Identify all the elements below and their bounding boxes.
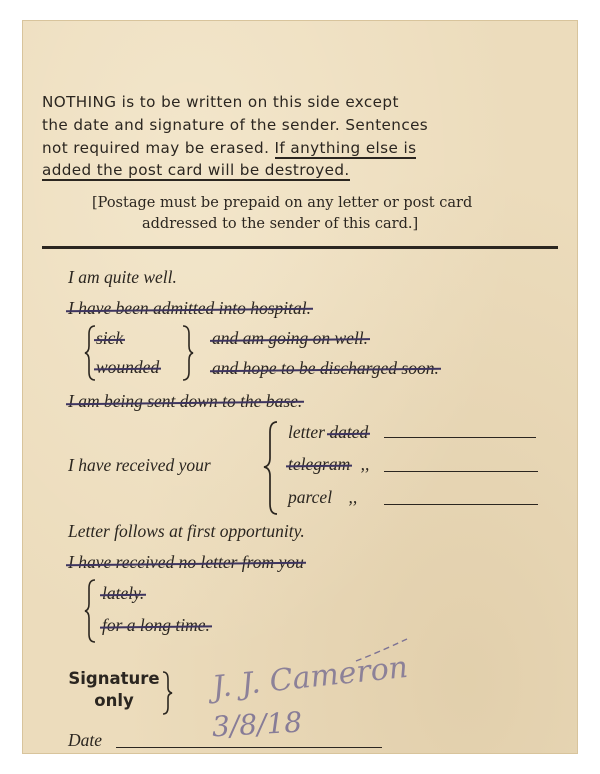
notice-line-2: the date and signature of the sender. Sentences [42, 116, 429, 134]
statement-admitted-hospital [68, 298, 311, 319]
right-brace-sick-wounded [180, 324, 194, 382]
letter-date-fill-line [384, 437, 536, 438]
signature-pencil-flourish [352, 635, 412, 665]
statement-sent-down-base [68, 391, 302, 412]
signature-label [66, 668, 162, 712]
option-lately [102, 583, 144, 604]
field-service-post-card [22, 20, 578, 754]
option-wounded [96, 357, 159, 378]
item-telegram-text: telegram [288, 454, 351, 474]
statement-received-your: I have received your [68, 455, 211, 475]
statement-no-letter-text: I have received no letter from you [68, 552, 304, 572]
brace-received-items [262, 420, 280, 516]
signature-brace [160, 670, 174, 716]
signature-label-line-2: only [94, 691, 134, 710]
statement-quite-well: I am quite well. [68, 267, 177, 287]
postage-line-2: addressed to the sender of this card.] [142, 216, 419, 232]
item-letter-dated [288, 422, 368, 443]
item-telegram-ditto: ,, [360, 454, 370, 474]
statement-no-letter [68, 552, 304, 573]
item-parcel-text: parcel [288, 487, 333, 507]
item-telegram [288, 454, 369, 475]
statement-discharged [212, 358, 439, 379]
statement-letter-follows: Letter follows at first opportunity. [68, 521, 305, 541]
notice-warning-part-1: If anything else is [274, 139, 417, 157]
item-parcel-ditto: ,, [348, 487, 358, 507]
statement-discharged-text: and hope to be discharged soon. [212, 358, 439, 378]
item-letter-text: letter [288, 422, 325, 442]
item-dated-text: dated [329, 422, 369, 442]
date-label: Date [68, 730, 103, 750]
notice-line-1: NOTHING is to be written on this side except [42, 93, 399, 111]
option-sick [96, 328, 123, 349]
option-wounded-text: wounded [96, 357, 160, 377]
option-long-time [102, 615, 210, 636]
handwritten-date: 3/8/18 [211, 705, 303, 744]
statement-going-on-well-text: and am going on well. [212, 328, 369, 348]
signature-label-line-1: Signature [68, 669, 160, 688]
item-parcel [288, 487, 357, 508]
notice-line-4 [42, 161, 350, 179]
postage-line-1: [Postage must be prepaid on any letter or post card [92, 195, 473, 211]
notice-line-3-plain: not required may be erased. [42, 139, 270, 157]
parcel-date-fill-line [384, 504, 538, 505]
telegram-date-fill-line [384, 471, 538, 472]
separator-rule [42, 246, 558, 249]
option-long-time-text: for a long time. [102, 615, 210, 635]
statement-admitted-text: I have been admitted into hospital. [68, 298, 312, 318]
handwritten-signature: J. J. Cameron [210, 649, 410, 706]
option-lately-text: lately. [102, 583, 145, 603]
notice-line-3 [42, 139, 416, 157]
option-sick-text: sick [96, 328, 124, 348]
statement-going-on-well [212, 328, 368, 349]
date-fill-line [116, 747, 382, 748]
statement-sent-down-text: I am being sent down to the base. [68, 391, 303, 411]
brace-lately-long-time [84, 578, 98, 644]
notice-warning-part-2: added the post card will be destroyed. [42, 161, 350, 179]
